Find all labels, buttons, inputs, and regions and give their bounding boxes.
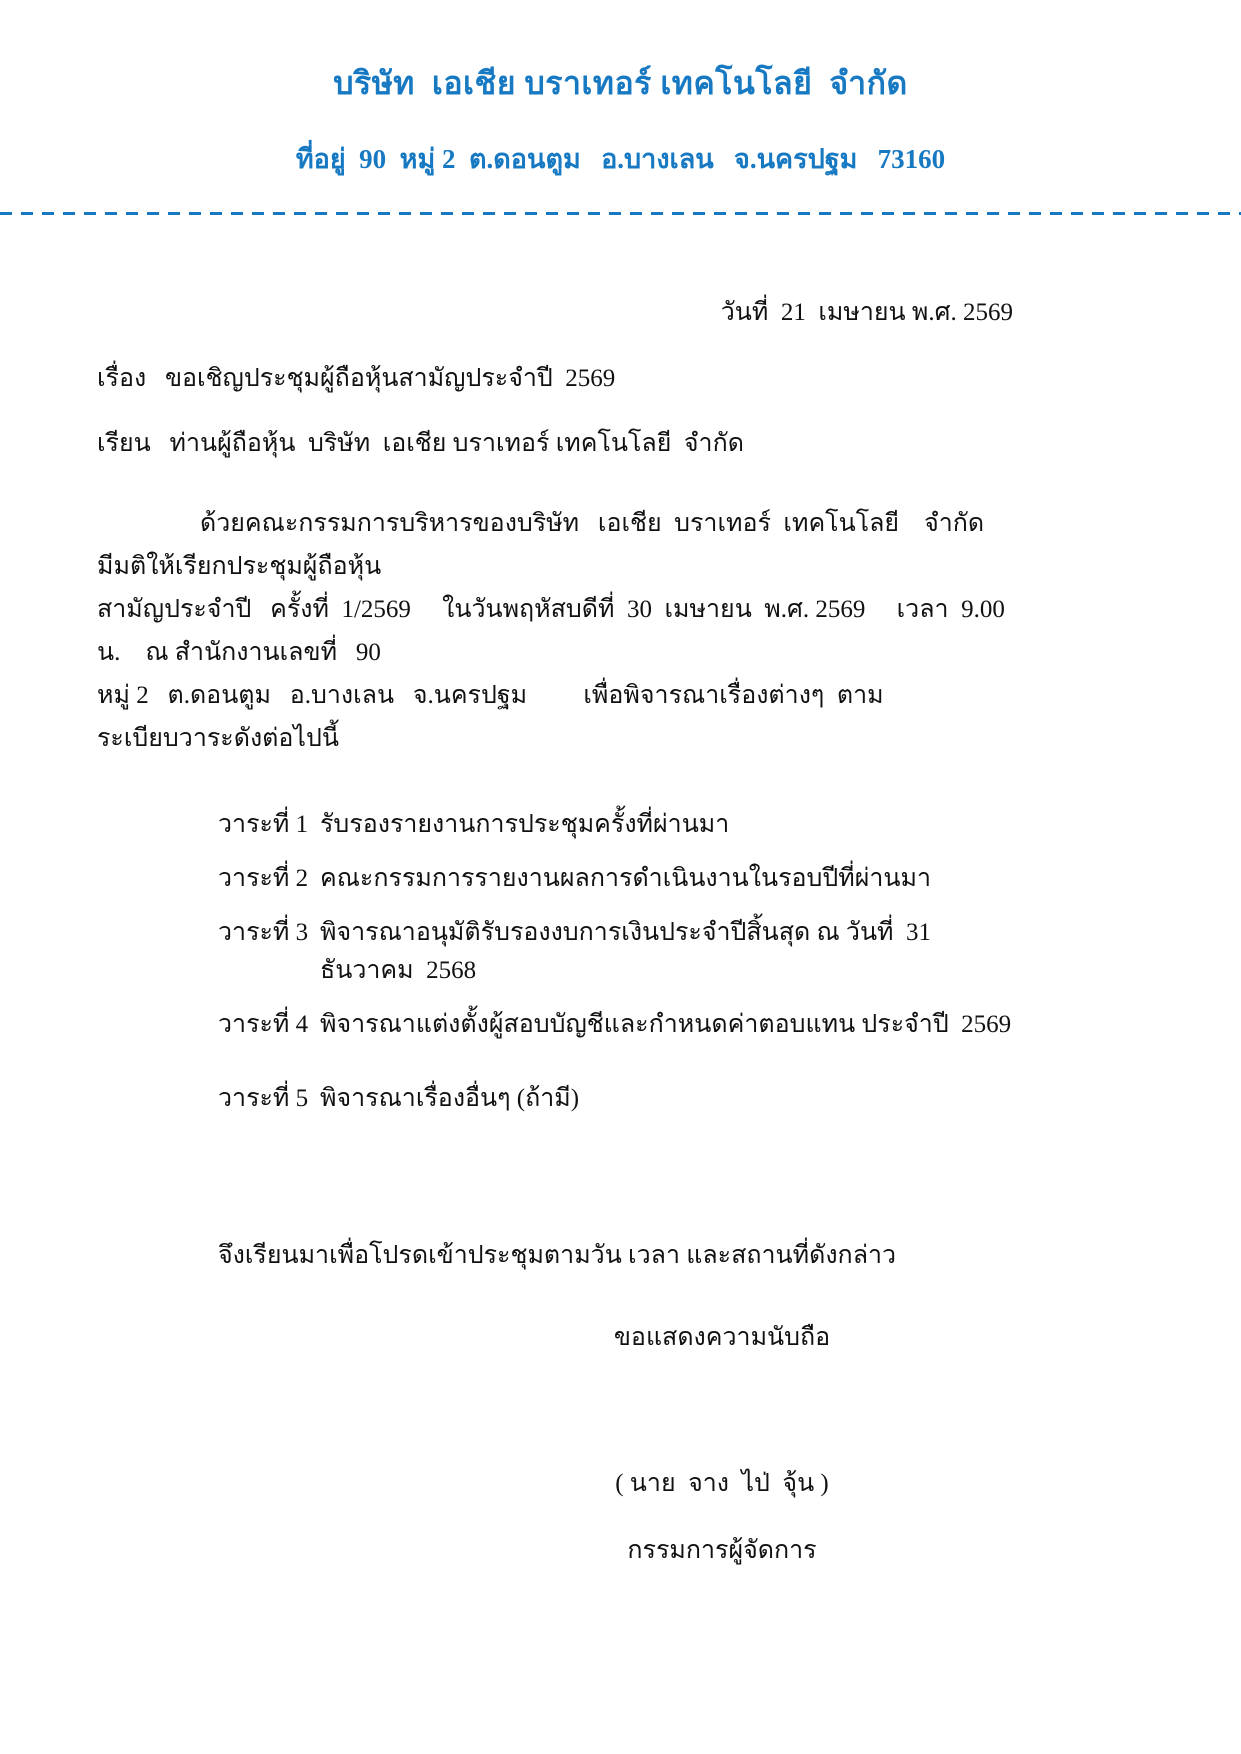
agenda-item-5-text: พิจารณาเรื่องอื่นๆ (ถ้ามี) (320, 1084, 580, 1112)
agenda-item-3-text: พิจารณาอนุมัติรับรองงบการเงินประจำปีสิ้นสุด ณ วันที่ 31 ธันวาคม 2568 (320, 918, 944, 984)
subject-line: เรื่อง ขอเชิญประชุมผู้ถือหุ้นสามัญประจำปี 2569 (97, 365, 616, 393)
agenda-item-3 (218, 914, 1013, 990)
signer-name: ( นาย จาง ไป่ จุ้น ) (615, 1470, 829, 1498)
respect-line: ขอแสดงความนับถือ (613, 1324, 831, 1351)
agenda-item-1 (218, 806, 1013, 844)
company-name: บริษัท เอเชีย บราเทอร์ เทคโนโลยี จำกัด (333, 65, 908, 101)
agenda-item-1-text: รับรองรายงานการประชุมครั้งที่ผ่านมา (320, 810, 730, 838)
agenda-item-2 (218, 860, 1013, 898)
agenda-item-4-label: วาระที่ 4 (218, 1010, 309, 1038)
agenda-item-4 (218, 1006, 1013, 1044)
closing-line: จึงเรียนมาเพื่อโปรดเข้าประชุมตามวัน เวลา และสถานที่ดังกล่าว (218, 1241, 897, 1269)
agenda-item-5 (218, 1080, 1013, 1118)
agenda-item-4-text: พิจารณาแต่งตั้งผู้สอบบัญชีและกำหนดค่าตอบแทน ประจำปี 2569 (320, 1010, 1012, 1038)
dashed-divider (0, 212, 1241, 215)
agenda-item-5-label: วาระที่ 5 (218, 1084, 309, 1112)
agenda-item-3-label: วาระที่ 3 (218, 918, 309, 946)
signature-block (517, 1320, 927, 1569)
agenda-item-2-label: วาระที่ 2 (218, 864, 309, 892)
body-line-3: หมู่ 2 ต.ดอนตูม อ.บางเลน จ.นครปฐม เพื่อพิจารณาเรื่องต่างๆ ตามระเบียบวาระดังต่อไปนี้ (97, 681, 884, 752)
signer-title: กรรมการผู้จัดการ (627, 1536, 817, 1564)
agenda-list (97, 806, 1013, 1118)
body-paragraph (97, 502, 1013, 760)
letter-body (0, 295, 1241, 1569)
salutation-line: เรียน ท่านผู้ถือหุ้น บริษัท เอเชีย บราเทอร์ เทคโนโลยี จำกัด (97, 429, 744, 457)
agenda-item-2-text: คณะกรรมการรายงานผลการดำเนินงานในรอบปีที่ผ่านมา (320, 864, 932, 892)
company-address: ที่อยู่ 90 หมู่ 2 ต.ดอนตูม อ.บางเลน จ.นครปฐม 73160 (295, 144, 946, 174)
agenda-item-1-label: วาระที่ 1 (218, 810, 309, 838)
letterhead (0, 0, 1241, 180)
date-line: วันที่ 21 เมษายน พ.ศ. 2569 (720, 299, 1013, 326)
body-line-1: ด้วยคณะกรรมการบริหารของบริษัท เอเชีย บราเทอร์ เทคโนโลยี จำกัด มีมติให้เรียกประชุมผู้ถือหุ้น (97, 509, 997, 580)
body-line-2: สามัญประจำปี ครั้งที่ 1/2569 ในวันพฤหัสบดีที่ 30 เมษายน พ.ศ. 2569 เวลา 9.00 น. ณ สำนักงานเลขที่ 90 (97, 595, 1012, 666)
